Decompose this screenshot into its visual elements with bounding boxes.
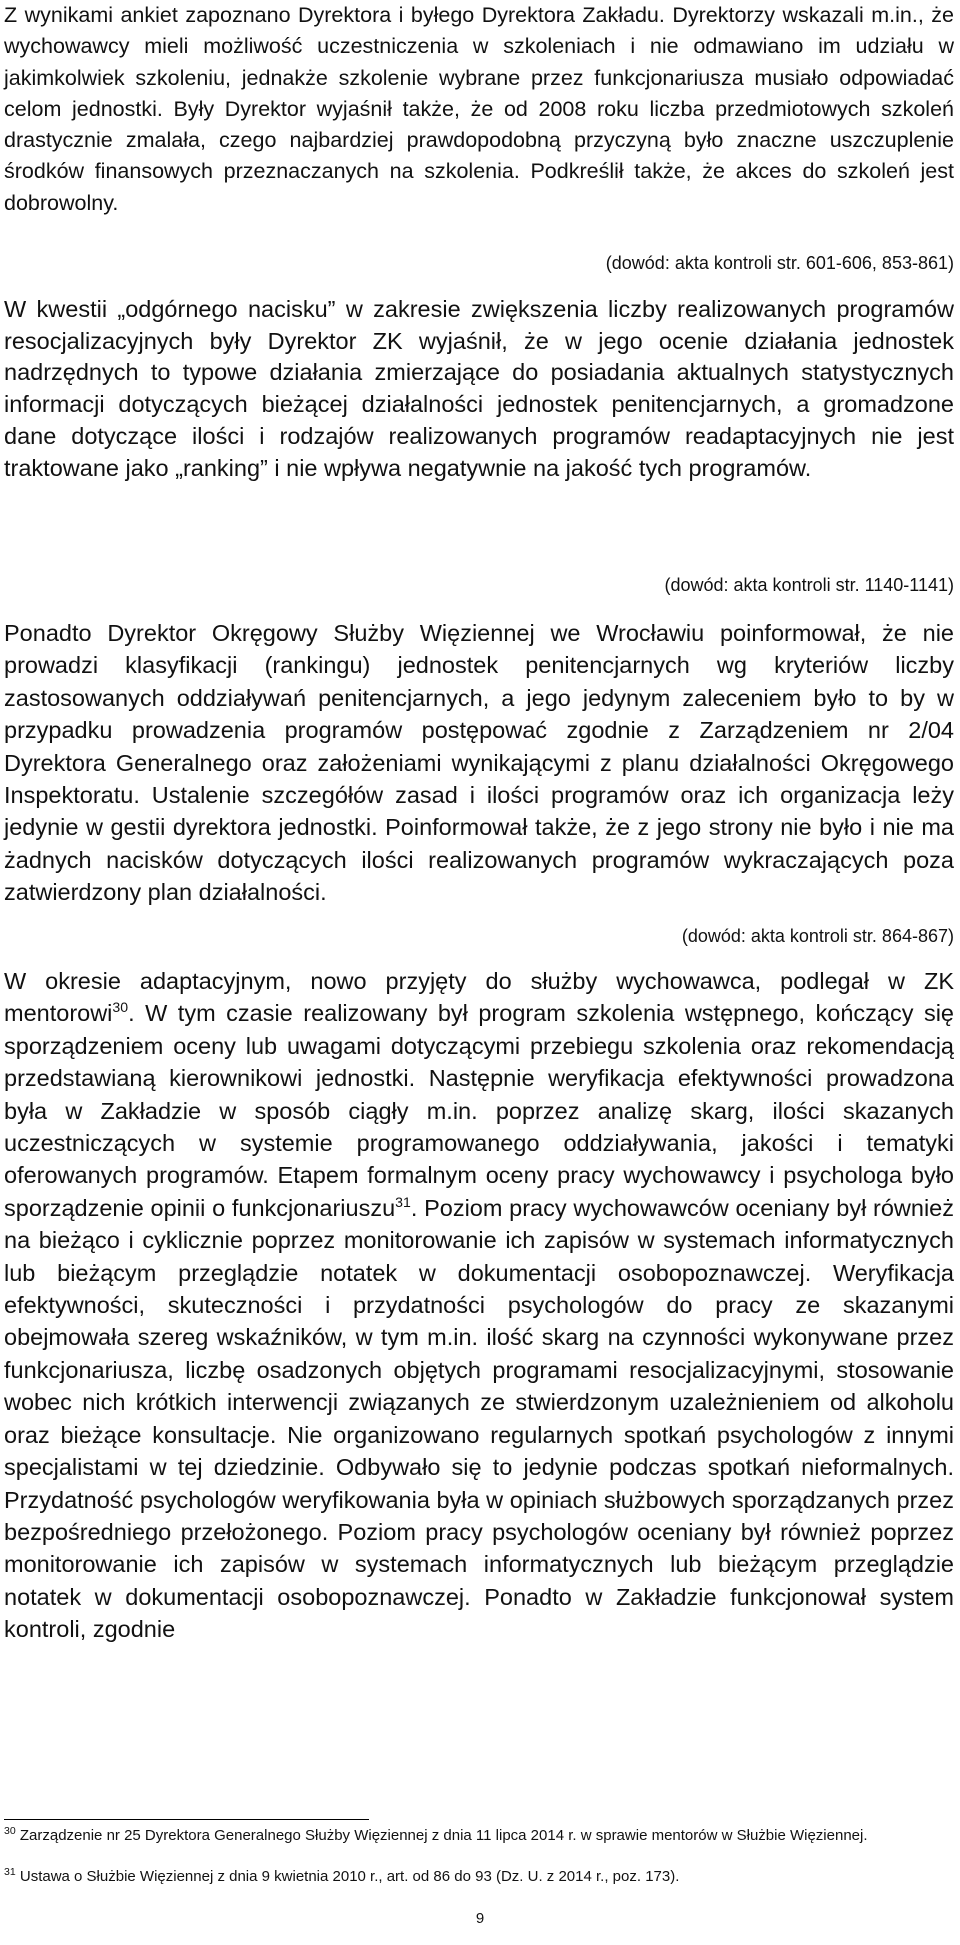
footnote-number: 30 [4, 1825, 16, 1837]
footnote-number: 31 [4, 1866, 16, 1878]
paragraph-regional-director: Ponadto Dyrektor Okręgowy Służby Więziennej we Wrocławiu poinformował, że nie prowadzi klasyfikacji (rankingu) jednostek penitencjarnych wg kryteriów liczby zastosowanych oddziaływań penitencjarnych, a jego jedynym zaleceniem było to by w przypadku prowadzenia programów postępować zgodnie z Zarządzeniem nr 2/04 Dyrektora Generalnego oraz założeniami wynikającymi z planu działalności Okręgowego Inspektoratu. Ustalenie szczegółów zasad i ilości programów oraz ich organizacja leży jedynie w gestii dyrektora jednostki. Poinformował także, że z jego strony nie było i nie ma żadnych nacisków dotyczących ilości realizowanych programów wykraczających poza zatwierdzony plan działalności. [4, 620, 954, 906]
footnote [4, 1826, 954, 1846]
paragraph-text: . W tym czasie realizowany był program szkolenia wstępnego, kończący się sporządzeniem oceny lub uwagami dotyczącymi przebiegu szkolenia oraz rekomendacją przedstawianą kierownikowi jednostki. Następnie weryfikacja efektywności prowadzona była w Zakładzie w sposób ciągły m.in. poprzez analizę skarg, ilości skazanych uczestniczących w systemie programowanego oddziaływania, jakości i tematyki oferowanych programów. Etapem formalnym oceny pracy wychowawcy i psychologa było sporządzenie opinii o funkcjonariuszu [4, 1000, 954, 1221]
footnote-text: Ustawa o Służbie Więziennej z dnia 9 kwietnia 2010 r., art. od 86 do 93 (Dz. U. z 2014 r., poz. 173). [15, 1868, 680, 1885]
page-number: 9 [475, 1910, 485, 1927]
evidence-citation: (dowód: akta kontroli str. 864-867) [681, 926, 954, 946]
paragraph-adaptation-period [4, 965, 954, 1646]
evidence-citation: (dowód: akta kontroli str. 601-606, 853-861) [605, 253, 954, 273]
paragraph-text: . Poziom pracy wychowawców oceniany był również na bieżąco i cyklicznie poprzez monitorowanie ich zapisów w systemach informatycznych lub bieżącym przeglądzie notatek w dokumentacji osobopoznawczej. Weryfikacja efektywności, skuteczności i przydatności psychologów do pracy ze skazanymi obejmowała szereg wskaźników, w tym m.in. ilość skarg na czynności wykonywane przez funkcjonariusza, liczbę osadzonych objętych programami resocjalizacyjnymi, stosowanie wobec nich krótkich interwencji związanych ze stwierdzonym uzależnieniem od alkoholu oraz bieżące konsultacje. Nie organizowano regularnych spotkań psychologów z innymi specjalistami w tej dziedzinie. Odbywało się to jedynie podczas spotkań nieformalnych. Przydatność psychologów weryfikowania była w opiniach służbowych sporządzanych przez bezpośredniego przełożonego. Poziom pracy psychologów oceniany był również poprzez monitorowanie ich zapisów w systemach informatycznych lub bieżącym przeglądzie notatek w dokumentacji osobopoznawczej. Ponadto w Zakładzie funkcjonował system kontroli, zgodnie [4, 1194, 954, 1643]
evidence-citation: (dowód: akta kontroli str. 1140-1141) [664, 575, 954, 595]
footnote [4, 1867, 954, 1887]
footnote-separator [4, 1819, 369, 1820]
paragraph-text: W okresie adaptacyjnym, nowo przyjęty do służby wychowawca, podlegał w ZK mentorowi [4, 968, 954, 1027]
paragraph-top-down-pressure: W kwestii „odgórnego nacisku” w zakresie zwiększenia liczby realizowanych programów resocjalizacyjnych były Dyrektor ZK wyjaśnił, że w jego ocenie działania jednostek nadrzędnych to typowe działania zmierzające do posiadania aktualnych statystycznych informacji dotyczących bieżącej działalności jednostek penitencjarnych, a gromadzone dane dotyczące ilości i rodzajów realizowanych programów readaptacyjnych nie jest traktowane jako „ranking” i nie wpływa negatywnie na jakość tych programów. [4, 296, 954, 481]
footnote-text: Zarządzenie nr 25 Dyrektora Generalnego Służby Więziennej z dnia 11 lipca 2014 r. w sprawie mentorów w Służbie Więziennej. [15, 1827, 868, 1844]
paragraph-director-surveys: Z wynikami ankiet zapoznano Dyrektora i byłego Dyrektora Zakładu. Dyrektorzy wskazali m.in., że wychowawcy mieli możliwość uczestniczenia w szkoleniach i nie odmawiano im udziału w jakimkolwiek szkoleniu, jednakże szkolenie wybrane przez funkcjonariusza musiało odpowiadać celom jednostki. Były Dyrektor wyjaśnił także, że od 2008 roku liczba przedmiotowych szkoleń drastycznie zmalała, czego najbardziej prawdopodobną przyczyną było znaczne uszczuplenie środków finansowych przeznaczanych na szkolenia. Podkreślił także, że akces do szkoleń jest dobrowolny. [4, 3, 954, 215]
footnote-reference[interactable]: 30 [112, 999, 129, 1016]
footnote-reference[interactable]: 31 [395, 1194, 411, 1211]
